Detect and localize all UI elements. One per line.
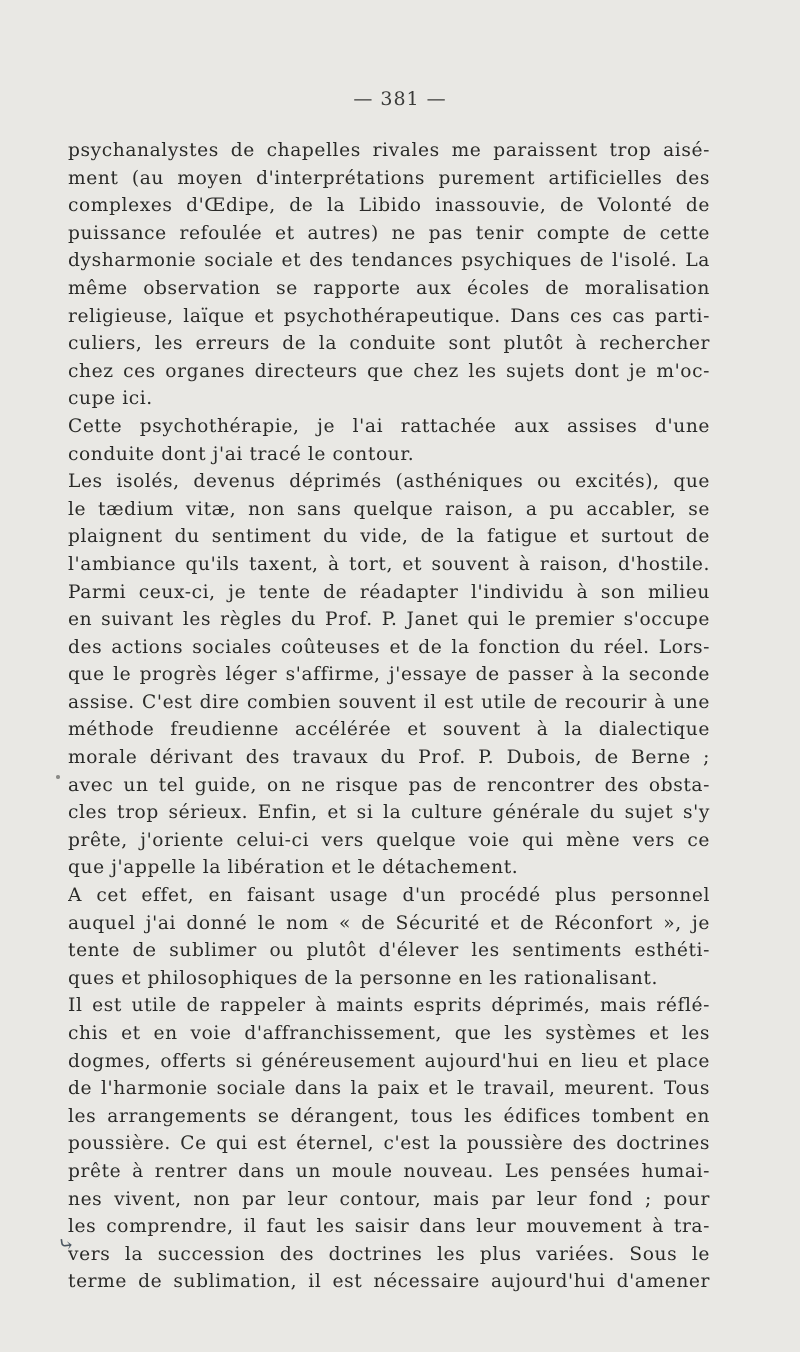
text-line: dysharmonie sociale et des tendances psychiques de l'isolé. La — [68, 250, 710, 272]
text-line: A cet effet, en faisant usage d'un procédé plus personnel — [68, 885, 710, 907]
text-line: les arrangements se dérangent, tous les édifices tombent en — [68, 1105, 710, 1127]
text-line: morale dérivant des travaux du Prof. P. Dubois, de Berne ; — [68, 747, 710, 769]
text-line: l'ambiance qu'ils taxent, à tort, et souvent à raison, d'hostile. — [68, 553, 710, 575]
text-line: le tædium vitæ, non sans quelque raison, a pu accabler, se — [68, 498, 710, 520]
text-line: avec un tel guide, on ne risque pas de rencontrer des obsta- — [68, 774, 710, 796]
text-line: des actions sociales coûteuses et de la fonction du réel. Lors- — [68, 636, 710, 658]
margin-dot — [56, 775, 60, 779]
text-line: Il est utile de rappeler à maints esprits déprimés, mais réflé- — [68, 995, 710, 1017]
text-line: de l'harmonie sociale dans la paix et le travail, meurent. Tous — [68, 1078, 710, 1100]
text-line: en suivant les règles du Prof. P. Janet qui le premier s'occupe — [68, 609, 710, 631]
text-line: dogmes, offerts si généreusement aujourd'hui en lieu et place — [68, 1050, 710, 1072]
text-line: conduite dont j'ai tracé le contour. — [68, 443, 415, 465]
corner-mark-icon: ⤷ — [56, 1230, 77, 1258]
text-line: les comprendre, il faut les saisir dans leur mouvement à tra- — [68, 1216, 710, 1238]
text-line: ques et philosophiques de la personne en les rationalisant. — [68, 967, 658, 989]
text-line: complexes d'Œdipe, de la Libido inassouvie, de Volonté de — [68, 195, 710, 217]
text-line: Les isolés, devenus déprimés (asthéniques ou excités), que — [68, 471, 710, 493]
text-line: vers la succession des doctrines les plus variées. Sous le — [68, 1243, 710, 1265]
body-text — [68, 137, 710, 1296]
text-line: chez ces organes directeurs que chez les sujets dont je m'oc- — [68, 360, 710, 382]
text-line: chis et en voie d'affranchissement, que les systèmes et les — [68, 1023, 710, 1044]
text-line: cupe ici. — [68, 388, 153, 410]
text-line: poussière. Ce qui est éternel, c'est la poussière des doctrines — [68, 1133, 710, 1155]
text-line: Cette psychothérapie, je l'ai rattachée aux assises d'une — [68, 415, 710, 437]
text-line: assise. C'est dire combien souvent il est utile de recourir à une — [68, 691, 710, 713]
text-line: prête à rentrer dans un moule nouveau. Les pensées humai- — [68, 1160, 710, 1182]
text-line: que j'appelle la libération et le détachement. — [68, 857, 519, 879]
text-line: puissance refoulée et autres) ne pas tenir compte de cette — [68, 222, 710, 244]
text-line: même observation se rapporte aux écoles de moralisation — [68, 277, 710, 299]
text-line: Parmi ceux-ci, je tente de réadapter l'individu à son milieu — [68, 581, 710, 603]
text-line: psychanalystes de chapelles rivales me paraissent trop aisé- — [68, 140, 710, 161]
text-line: plaignent du sentiment du vide, de la fatigue et surtout de — [68, 526, 710, 548]
text-line: auquel j'ai donné le nom « de Sécurité et de Réconfort », je — [68, 912, 710, 934]
text-line: tente de sublimer ou plutôt d'élever les sentiments esthéti- — [68, 940, 710, 962]
text-line: cles trop sérieux. Enfin, et si la culture générale du sujet s'y — [68, 802, 710, 824]
text-line: que le progrès léger s'affirme, j'essaye de passer à la seconde — [68, 664, 710, 686]
page-number: — 381 — — [353, 88, 447, 110]
text-line: culiers, les erreurs de la conduite sont plutôt à rechercher — [68, 333, 710, 355]
text-line: religieuse, laïque et psychothérapeutique. Dans ces cas parti- — [68, 305, 710, 327]
text-line: ment (au moyen d'interprétations purement artificielles des — [68, 167, 710, 189]
text-line: méthode freudienne accélérée et souvent à la dialectique — [68, 719, 710, 741]
text-line: terme de sublimation, il est nécessaire aujourd'hui d'amener — [68, 1271, 710, 1293]
text-line: prête, j'oriente celui-ci vers quelque voie qui mène vers ce — [68, 829, 710, 851]
text-line: nes vivent, non par leur contour, mais par leur fond ; pour — [68, 1188, 710, 1210]
